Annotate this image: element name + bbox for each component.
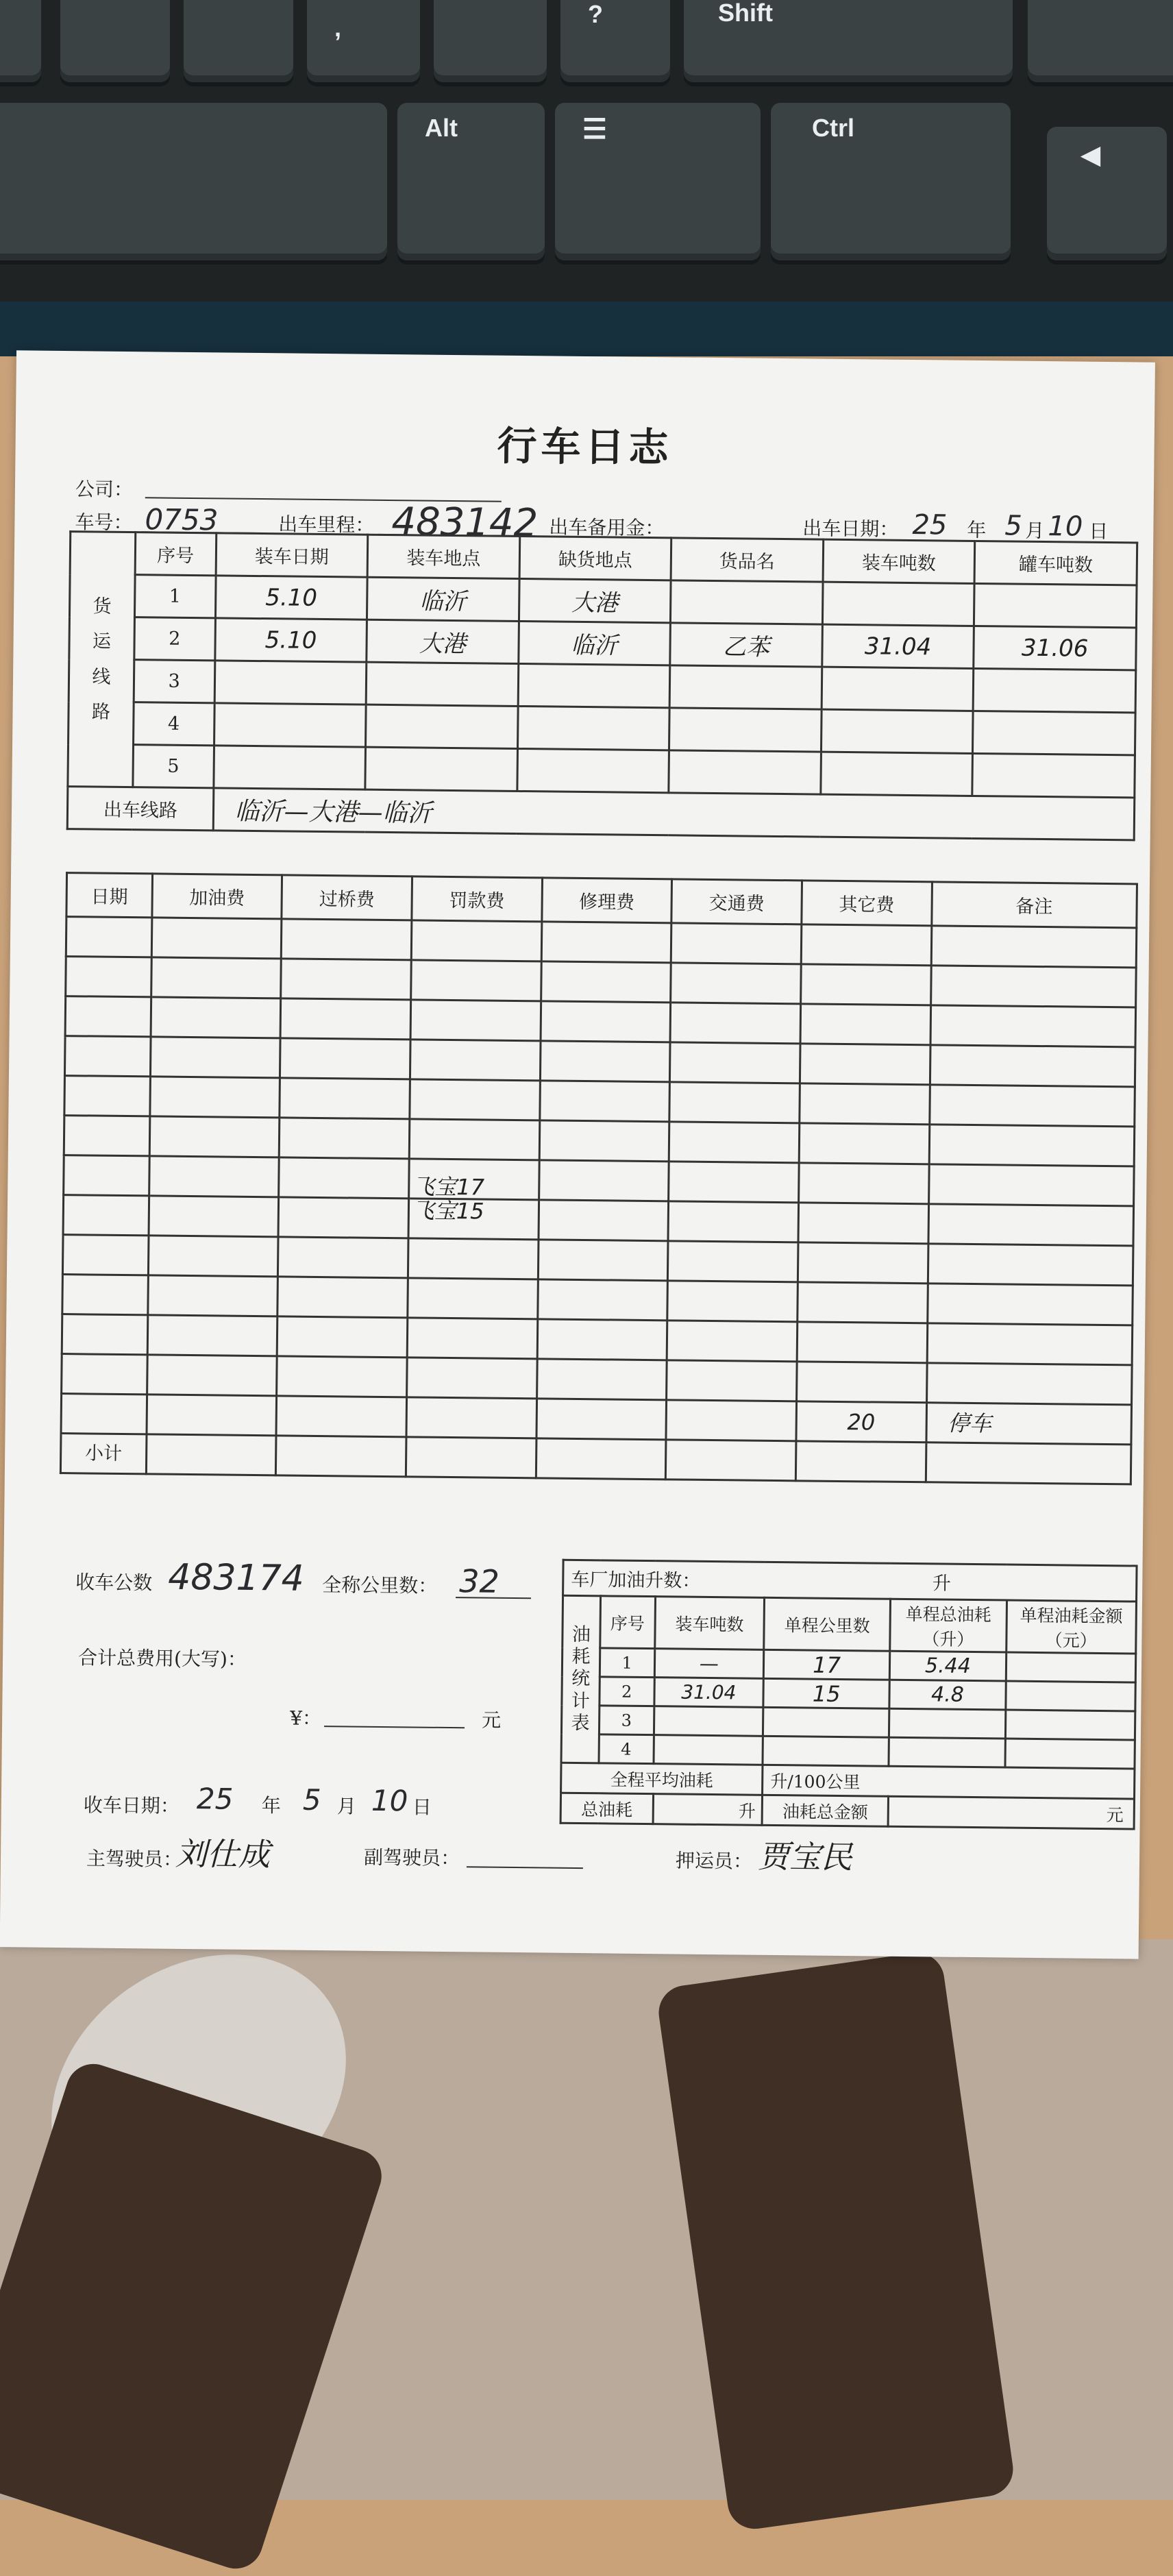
- escort-signature: 贾宝民: [757, 1837, 853, 1876]
- key-top-3: [184, 0, 293, 82]
- key-ctrl: Ctrl: [771, 103, 1011, 260]
- expense-header-repair: 修理费: [541, 878, 671, 923]
- table-row: 5: [68, 744, 1135, 798]
- key-menu: [555, 103, 761, 260]
- route-header-goods: 货品名: [671, 538, 823, 582]
- expense-header-fuel: 加油费: [152, 874, 282, 919]
- table-row: 3: [69, 659, 1136, 713]
- start-mileage-value: 483142: [391, 500, 539, 546]
- codriver-label: 副驾驶员：: [363, 1845, 460, 1870]
- key-alt: Alt: [397, 103, 545, 260]
- factory-fuel-unit: 升: [932, 1573, 952, 1595]
- depart-year-unit: 年: [967, 518, 987, 542]
- route-header-load-date: 装车日期: [216, 533, 368, 577]
- total-fuel-label: 总油耗: [560, 1793, 653, 1824]
- right-leg: [655, 1950, 1016, 2533]
- floor: [0, 1939, 1173, 2500]
- fuel-side-label: 油 耗 统 计 表: [561, 1595, 600, 1763]
- fine-note-2: 飞宝15: [408, 1199, 539, 1240]
- key-top-left: [0, 0, 41, 82]
- fine-note-1: 飞宝17: [409, 1159, 539, 1200]
- depart-month-unit: 月: [1025, 519, 1045, 543]
- depart-day: 10: [1048, 511, 1083, 543]
- table-row: 2 5.10 大港 临沂 乙苯 31.04 31.06: [69, 617, 1137, 670]
- form-title: 行车日志: [497, 422, 673, 471]
- fuel-header-tons: 装车吨数: [654, 1597, 764, 1650]
- fuel-header-no: 序号: [600, 1596, 655, 1649]
- factory-fuel-label: 车厂加油升数：: [571, 1569, 701, 1592]
- return-mileage-label: 收车公数: [75, 1571, 153, 1595]
- yen-label: ¥：: [289, 1706, 322, 1730]
- return-day-unit: 日: [412, 1795, 432, 1819]
- table-row: 4: [561, 1734, 1135, 1769]
- route-line-label: 出车线路: [67, 787, 213, 831]
- expense-header-date: 日期: [66, 873, 152, 918]
- route-table: [66, 530, 1138, 841]
- return-year: 25: [196, 1782, 234, 1816]
- table-row: 4: [69, 702, 1136, 755]
- route-header-tank-tons: 罐车吨数: [974, 541, 1137, 585]
- total-cost-label: 合计总费用(大写)：: [77, 1646, 247, 1671]
- key-arrow-left: [1047, 127, 1167, 260]
- total-fuel-unit: 升: [653, 1794, 763, 1826]
- route-header-load-tons: 装车吨数: [823, 539, 975, 583]
- driver-label: 主驾驶员：: [86, 1847, 183, 1871]
- route-header-no: 序号: [135, 532, 216, 576]
- subtotal-label: 小计: [60, 1434, 146, 1474]
- table-row: 3: [561, 1705, 1135, 1740]
- plate-value: 0753: [145, 502, 219, 537]
- total-km-value: 32: [458, 1562, 500, 1600]
- return-date-label: 收车日期：: [83, 1793, 180, 1817]
- return-month: 5: [302, 1782, 321, 1817]
- menu-icon: ☰: [582, 114, 607, 145]
- codriver-line: [467, 1866, 583, 1869]
- avg-fuel-label: 全程平均油耗: [561, 1763, 763, 1795]
- left-leg: [0, 2057, 388, 2575]
- driver-signature: 刘仕成: [175, 1835, 271, 1874]
- avg-fuel-unit: 升/100公里: [763, 1765, 1135, 1799]
- factory-fuel-row: [563, 1560, 1137, 1602]
- key-top-2: [60, 0, 170, 82]
- route-header-load-place: 装车地点: [367, 535, 519, 578]
- expense-header-other: 其它费: [802, 881, 932, 926]
- table-row: 1 5.10 临沂 大港: [69, 574, 1137, 628]
- keyboard-edge: [0, 302, 1173, 356]
- expense-header-fine: 罚款费: [412, 876, 542, 922]
- key-question: ?: [560, 0, 670, 82]
- yuan-label: 元: [481, 1708, 502, 1732]
- expense-header-remark: 备注: [931, 882, 1137, 928]
- driving-log-form: [0, 350, 1155, 1959]
- keyboard: [0, 0, 1173, 356]
- yen-line: [324, 1726, 465, 1728]
- other-fee-note: 20: [796, 1401, 926, 1443]
- total-cost-fuel-label: 油耗总金额: [762, 1795, 889, 1826]
- fuel-table: [560, 1559, 1138, 1830]
- key-right-top: [1028, 0, 1173, 82]
- route-side-label: 货 运 线 路: [68, 532, 136, 787]
- fuel-header-km: 单程公里数: [764, 1597, 891, 1651]
- return-mileage-value: 483174: [167, 1556, 305, 1599]
- plate-label: 车号：: [75, 511, 133, 535]
- route-header-unload-place: 缺货地点: [519, 537, 671, 580]
- key-shift: Shift: [684, 0, 1013, 82]
- escort-label: 押运员：: [675, 1849, 753, 1873]
- reserve-fund-label: 出车备用金：: [549, 515, 665, 540]
- fuel-header-fuel: 单程总油耗（升）: [890, 1599, 1007, 1652]
- return-day: 10: [371, 1783, 408, 1818]
- key-comma: ,: [307, 0, 420, 82]
- depart-year: 25: [912, 509, 948, 541]
- table-row: 2 31.04 15 4.8: [562, 1676, 1135, 1711]
- depart-month: 5: [1004, 510, 1023, 542]
- start-mileage-label: 出车里程：: [278, 513, 375, 537]
- depart-day-unit: 日: [1089, 519, 1109, 543]
- expense-table: [60, 872, 1138, 1485]
- company-label: 公司：: [75, 478, 134, 502]
- route-line-value: 临沂—大港—临沂: [213, 788, 1135, 840]
- return-year-unit: 年: [261, 1794, 282, 1817]
- expense-header-transport: 交通费: [671, 879, 802, 924]
- remark-note: 停车: [926, 1403, 1131, 1445]
- table-row: 1 — 17 5.44: [562, 1647, 1135, 1682]
- arrow-left-icon: ◀: [1081, 140, 1100, 169]
- total-km-label: 全称公里数：: [322, 1573, 438, 1597]
- fuel-header-cost: 单程油耗金额（元）: [1006, 1600, 1136, 1654]
- depart-date-label: 出车日期：: [802, 517, 899, 541]
- return-month-unit: 月: [336, 1795, 357, 1818]
- key-period: [434, 0, 547, 82]
- expense-header-toll: 过桥费: [282, 875, 412, 920]
- key-left-long: [0, 103, 387, 260]
- total-cost-fuel-unit: 元: [888, 1796, 1134, 1829]
